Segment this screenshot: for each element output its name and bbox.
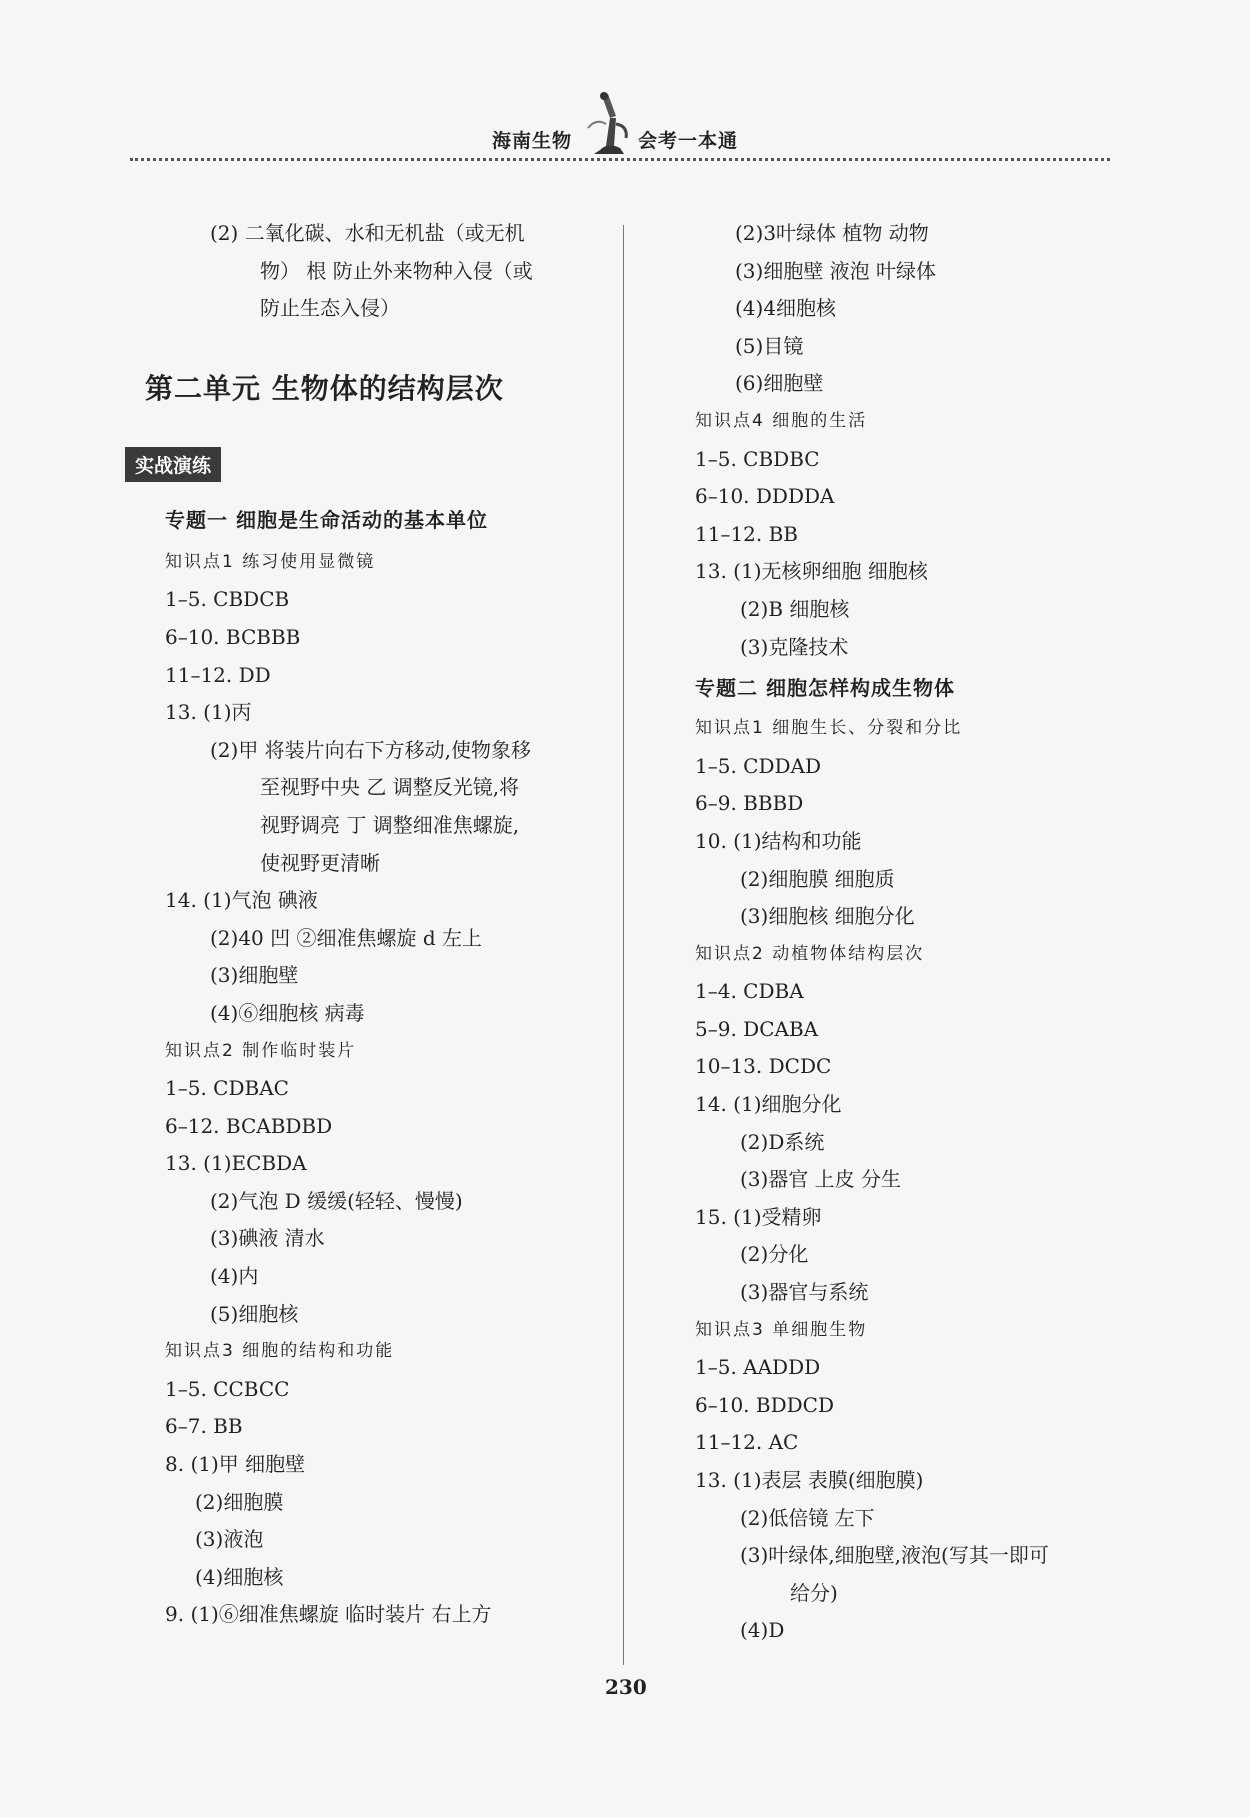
page-header [130,88,1110,160]
answer-line: 使视野更清晰 [260,850,380,875]
answer-line: (2)D系统 [740,1129,825,1154]
knowledge-point-heading: 知识点3 单细胞生物 [695,1319,868,1340]
answer-line: 6–7. BB [165,1414,243,1439]
answer-line: 13. (1)ECBDA [165,1151,307,1176]
answer-line: 14. (1)气泡 碘液 [165,888,318,913]
right-column [695,215,1135,1650]
answer-line: (2)40 凹 ②细准焦螺旋 d 左上 [210,925,483,950]
knowledge-point-heading: 知识点4 细胞的生活 [695,410,868,431]
answer-line: 视野调亮 丁 调整细准焦螺旋, [260,812,520,837]
answer-line: 1–5. CBDBC [695,446,820,471]
knowledge-point-heading: 知识点1 细胞生长、分裂和分比 [695,718,963,739]
answer-line: (2)3叶绿体 植物 动物 [735,221,929,245]
answer-line: (3)器官与系统 [740,1280,869,1305]
answer-list [695,441,1135,667]
answer-line: 1–5. AADDD [695,1355,821,1380]
intro-line: 物） 根 防止外来物种入侵（或 [260,258,533,283]
answer-line: (3)碘液 清水 [210,1226,325,1251]
section-badge: 实战演练 [125,447,221,482]
answer-list [695,215,1135,403]
answer-line: 6–9. BBBD [695,791,804,816]
answer-line: 1–5. CDBAC [165,1076,289,1101]
answer-line: (3)细胞壁 [210,963,299,988]
answer-line: 11–12. BB [695,521,799,546]
answer-line: (3)叶绿体,细胞壁,液泡(写其一即可 [740,1543,1049,1568]
answer-line: 11–12. DD [165,662,271,687]
intro-line: (2) 二氧化碳、水和无机盐（或无机 [210,221,525,245]
answer-line: (4)细胞核 [195,1564,284,1589]
answer-line: 9. (1)⑥细准焦螺旋 临时装片 右上方 [165,1602,492,1627]
answer-line: 至视野中央 乙 调整反光镜,将 [260,775,520,800]
answer-line: (4)D [740,1618,785,1643]
answer-line: 1–5. CBDCB [165,587,290,612]
answer-line: (2)分化 [740,1242,809,1267]
answer-line: 给分) [790,1580,838,1605]
topic-heading: 专题一 细胞是生命活动的基本单位 [165,507,488,532]
header-divider [130,158,1110,161]
answer-line: 6–10. BDDCD [695,1392,834,1417]
microscope-logo-icon [580,88,636,158]
left-column [135,215,610,1634]
knowledge-point-heading: 知识点2 动植物体结构层次 [695,943,925,964]
answer-line: 1–5. CDDAD [695,753,822,778]
knowledge-point-heading: 知识点1 练习使用显微镜 [165,551,376,572]
answer-line: 5–9. DCABA [695,1016,819,1041]
answer-line: (2)B 细胞核 [740,596,850,621]
answer-line: (2)低倍镜 左下 [740,1505,875,1530]
answer-line: (6)细胞壁 [735,371,824,396]
answer-line: 14. (1)细胞分化 [695,1092,842,1117]
answer-line: (2)气泡 D 缓缓(轻轻、慢慢) [210,1188,463,1213]
answer-line: 1–4. CDBA [695,979,804,1004]
intro-line: 防止生态入侵） [260,296,400,321]
header-right-title: 会考一本通 [638,130,739,152]
answer-line: 10. (1)结构和功能 [695,828,862,853]
knowledge-point-heading: 知识点2 制作临时装片 [165,1040,357,1061]
answer-line: 6–10. DDDDA [695,484,835,509]
page-number: 230 [605,1675,647,1699]
answer-line: 8. (1)甲 细胞壁 [165,1452,306,1477]
answer-line: 15. (1)受精卵 [695,1204,822,1229]
answer-line: 13. (1)无核卵细胞 细胞核 [695,559,928,584]
answer-line: (2)细胞膜 [195,1489,284,1514]
answer-list [165,581,610,1032]
answer-line: 1–5. CCBCC [165,1376,290,1401]
answer-line: (5)目镜 [735,333,804,358]
answer-line: 13. (1)表层 表膜(细胞膜) [695,1468,924,1492]
answer-list [695,748,1135,936]
answer-line: (3)液泡 [195,1527,264,1552]
answer-line: (2)甲 将装片向右下方移动,使物象移 [210,737,532,762]
answer-line: (4)内 [210,1264,259,1289]
answer-line: 6–12. BCABDBD [165,1113,333,1138]
answer-list [165,1371,610,1634]
answer-line: (3)克隆技术 [740,634,849,659]
column-divider [623,225,624,1665]
answer-line: (5)细胞核 [210,1301,299,1326]
answer-list [165,1070,610,1333]
answer-line: (3)器官 上皮 分生 [740,1167,902,1192]
answer-line: (3)细胞核 细胞分化 [740,904,915,929]
answer-line: 13. (1)丙 [165,700,252,725]
answer-line: (2)细胞膜 细胞质 [740,866,895,891]
answer-line: (4)4细胞核 [735,296,837,321]
header-left-title: 海南生物 [492,130,573,152]
knowledge-point-heading: 知识点3 细胞的结构和功能 [165,1341,395,1362]
answer-line: (3)细胞壁 液泡 叶绿体 [735,258,937,283]
unit-title: 第二单元 生物体的结构层次 [145,371,504,405]
section-badge-wrap [125,434,610,496]
answer-line: 10–13. DCDC [695,1054,832,1079]
answer-list [695,973,1135,1311]
answer-line: (4)⑥细胞核 病毒 [210,1000,365,1025]
topic-heading: 专题二 细胞怎样构成生物体 [695,676,955,701]
answer-line: 11–12. AC [695,1430,799,1455]
answer-list [695,1349,1135,1650]
answer-line: 6–10. BCBBB [165,624,301,649]
